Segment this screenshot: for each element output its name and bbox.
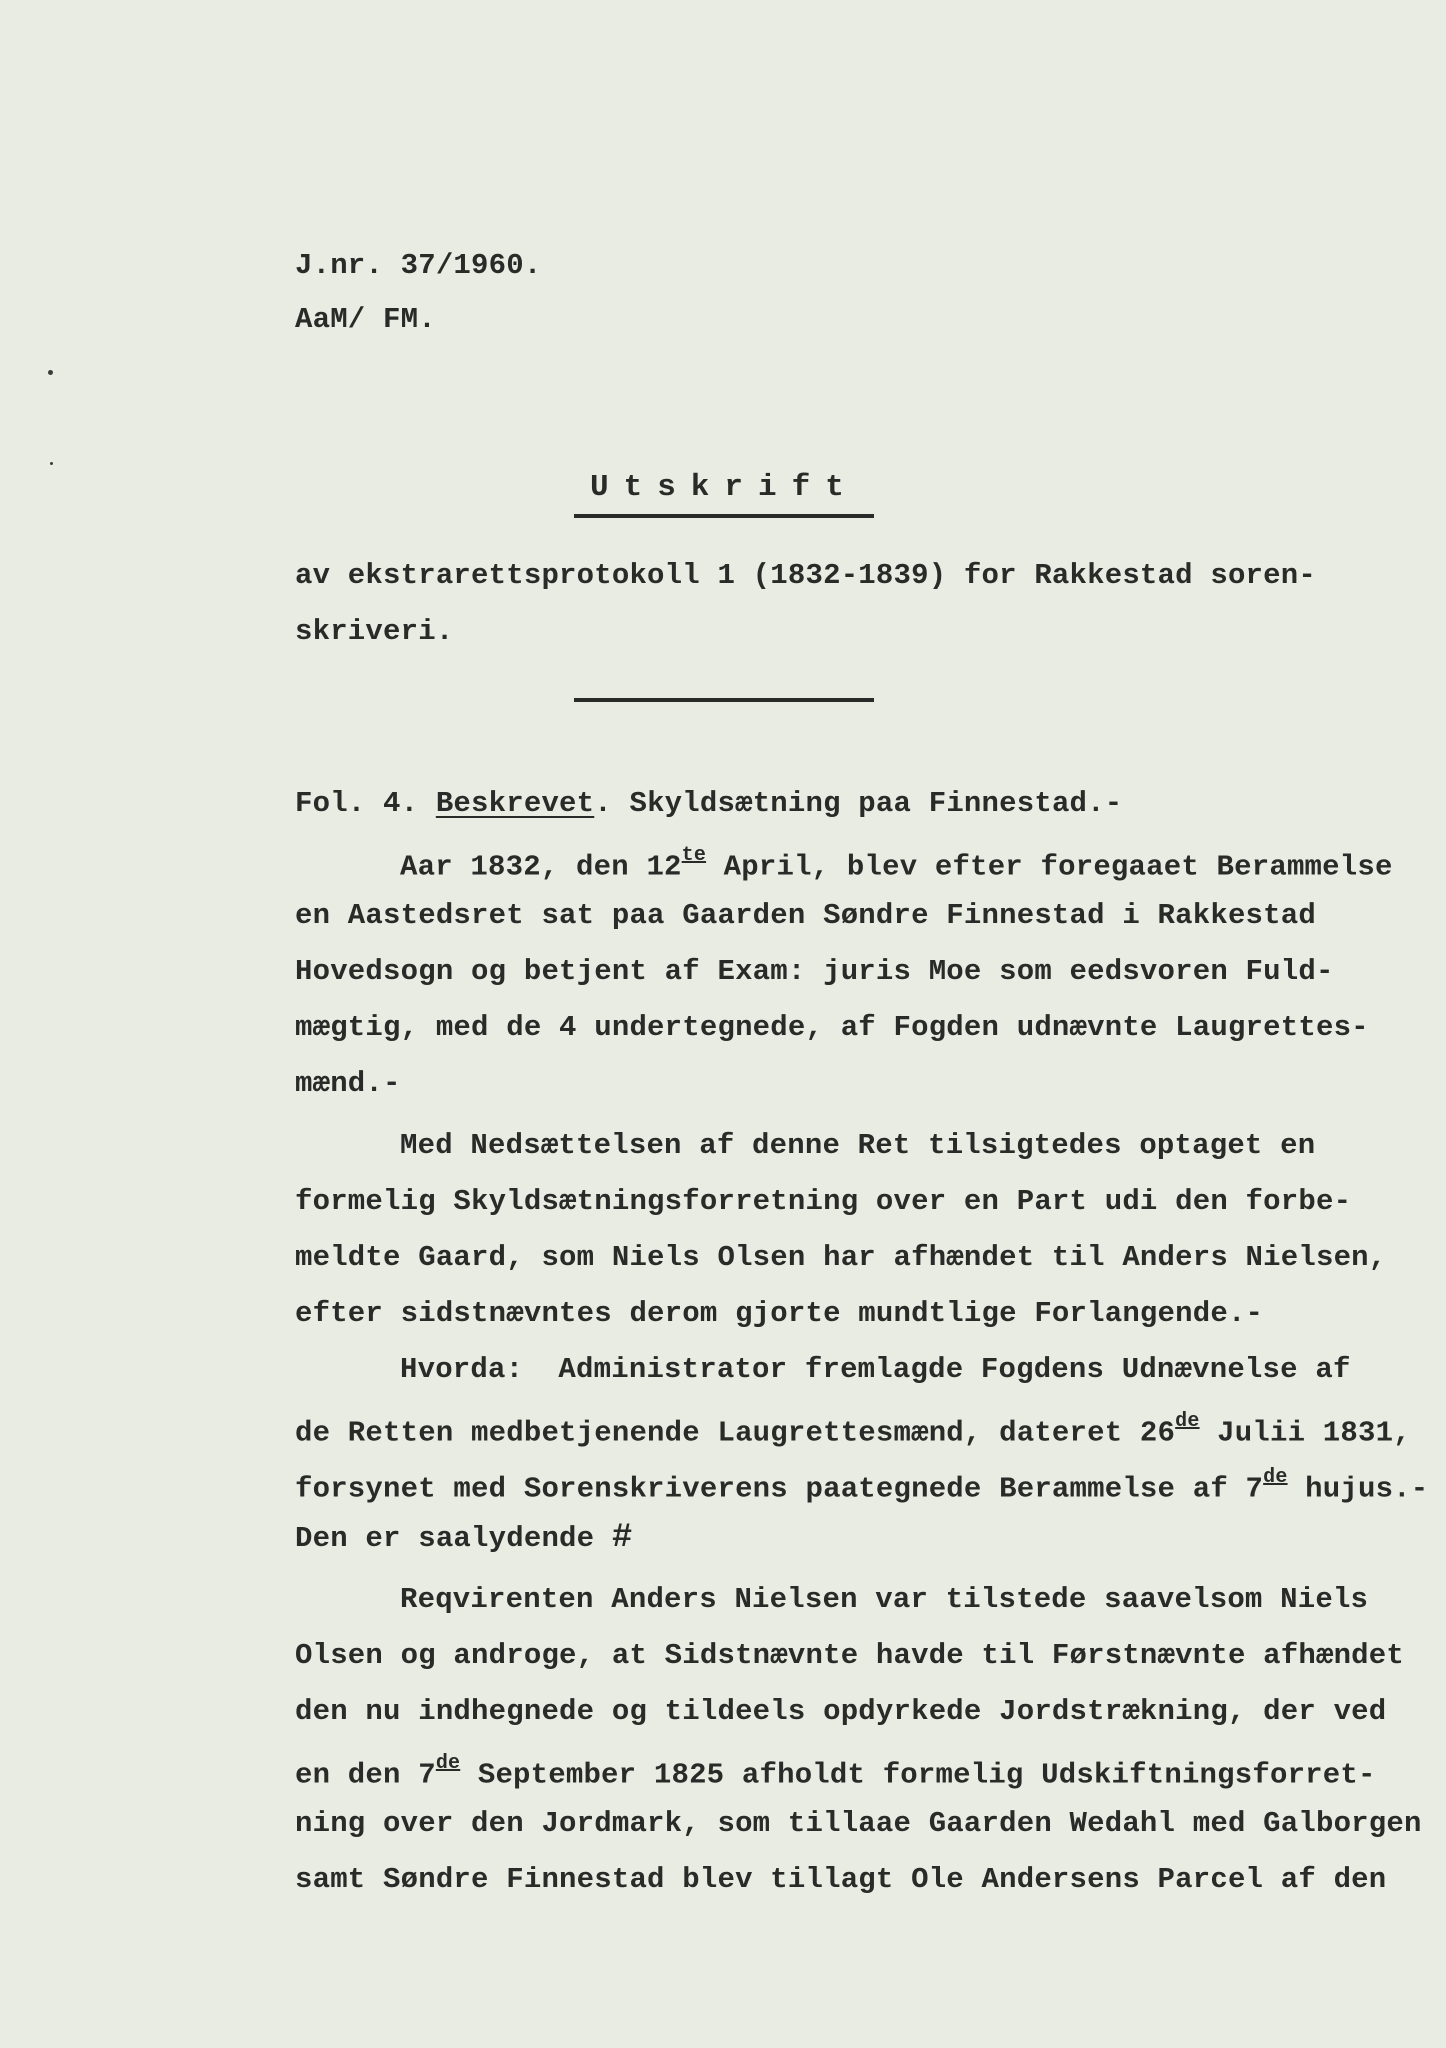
body-line: Olsen og androge, at Sidstnævnte havde til Førstnævnte afhændet bbox=[295, 1639, 1404, 1672]
body-line: Reqvirenten Anders Nielsen var tilstede saavelsom Niels bbox=[400, 1583, 1369, 1616]
body-line: Hovedsogn og betjent af Exam: juris Moe som eedsvoren Fuld- bbox=[295, 955, 1334, 988]
folio-title: . Skyldsætning paa Finnestad.- bbox=[594, 787, 1123, 820]
body-line bbox=[295, 1520, 632, 1557]
superscript: de bbox=[1263, 1466, 1288, 1489]
text-span: April, blev efter foregaaet Berammelse bbox=[706, 850, 1393, 884]
folio-heading bbox=[295, 786, 1122, 822]
body-line: mægtig, med de 4 undertegnede, af Fogden udnævnte Laugrettes- bbox=[295, 1011, 1369, 1044]
text-span: hujus.- bbox=[1287, 1472, 1429, 1506]
subtitle-line: skriveri. bbox=[295, 615, 454, 648]
margin-mark bbox=[50, 462, 53, 465]
body-line bbox=[400, 842, 1393, 886]
initials: AaM/ FM. bbox=[295, 303, 436, 336]
text-span: Aar 1832, den 12 bbox=[400, 850, 682, 884]
subtitle-line: av ekstrarettsprotokoll 1 (1832-1839) for Rakkestad soren- bbox=[295, 559, 1316, 592]
body-line: formelig Skyldsætningsforretning over en Part udi den forbe- bbox=[295, 1185, 1352, 1218]
margin-mark bbox=[48, 370, 53, 375]
body-line bbox=[295, 1750, 1376, 1794]
body-line bbox=[295, 1464, 1428, 1508]
text-span: forsynet med Sorenskriverens paategnede Berammelse af 7 bbox=[295, 1472, 1264, 1506]
superscript: de bbox=[1175, 1410, 1200, 1433]
body-line: mænd.- bbox=[295, 1067, 401, 1100]
handwritten-mark: # bbox=[611, 1519, 633, 1557]
superscript: te bbox=[681, 844, 707, 867]
body-line: den nu indhegnede og tildeels opdyrkede Jordstrækning, der ved bbox=[295, 1695, 1387, 1728]
folio-prefix: Fol. 4. bbox=[295, 787, 436, 820]
body-line: meldte Gaard, som Niels Olsen har afhændet til Anders Nielsen, bbox=[295, 1241, 1387, 1274]
text-span: de Retten medbetjenende Laugrettesmænd, dateret 26 bbox=[295, 1416, 1176, 1450]
folio-status: Beskrevet bbox=[435, 787, 595, 820]
document-title: Utskrift bbox=[590, 470, 859, 505]
title-underline bbox=[574, 514, 874, 518]
text-span: en den 7 bbox=[295, 1758, 436, 1792]
text-span: Den er saalydende bbox=[295, 1522, 612, 1555]
journal-number: J.nr. 37/1960. bbox=[295, 249, 542, 282]
body-line: Med Nedsættelsen af denne Ret tilsigtedes optaget en bbox=[400, 1129, 1316, 1162]
superscript: de bbox=[435, 1752, 461, 1775]
body-line: en Aastedsret sat paa Gaarden Søndre Finnestad i Rakkestad bbox=[295, 899, 1316, 932]
body-line: Hvorda: Administrator fremlagde Fogdens Udnævnelse af bbox=[400, 1353, 1351, 1386]
body-line: ning over den Jordmark, som tillaae Gaarden Wedahl med Galborgen bbox=[295, 1807, 1422, 1840]
text-span: September 1825 afholdt formelig Udskiftningsforret- bbox=[460, 1758, 1376, 1792]
body-line: samt Søndre Finnestad blev tillagt Ole Andersens Parcel af den bbox=[295, 1863, 1387, 1896]
text-span: Julii 1831, bbox=[1199, 1416, 1411, 1450]
section-divider bbox=[574, 698, 874, 702]
body-line bbox=[295, 1408, 1411, 1452]
body-line: efter sidstnævntes derom gjorte mundtlige Forlangende.- bbox=[295, 1297, 1264, 1330]
